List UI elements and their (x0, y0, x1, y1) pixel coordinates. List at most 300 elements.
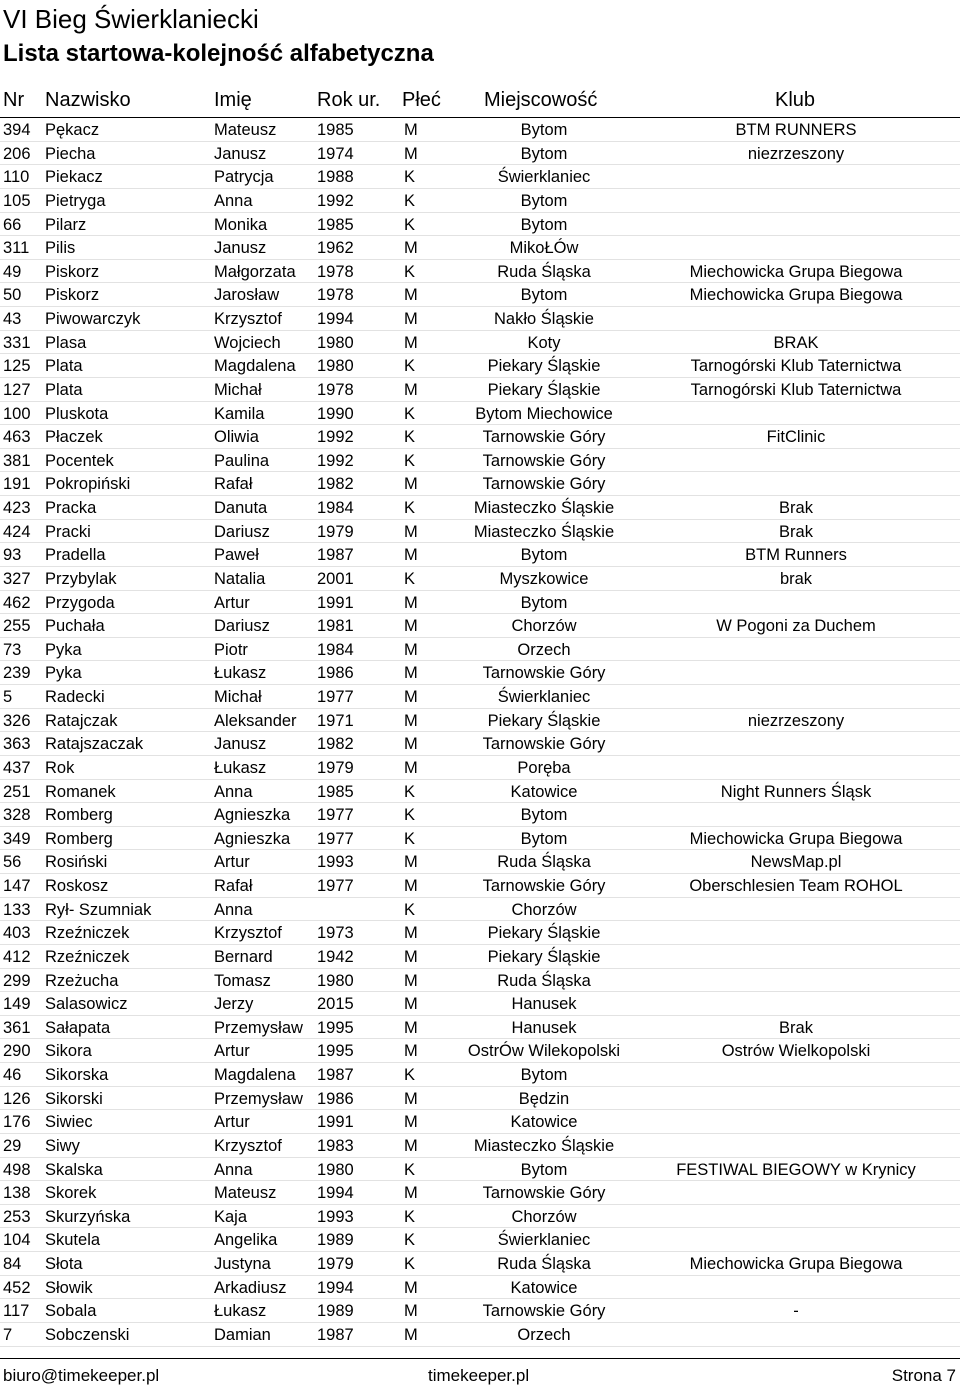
cell-imie: Anna (214, 782, 253, 801)
cell-miejscowosc: Tarnowskie Góry (482, 1302, 606, 1321)
cell-nazwisko: Ratajczak (45, 711, 118, 730)
cell-plec: M (404, 522, 418, 541)
table-row (0, 354, 960, 378)
cell-imie: Krzysztof (214, 310, 282, 328)
cell-miejscowosc: Hanusek (511, 995, 577, 1014)
table-row (0, 1323, 960, 1347)
cell-nazwisko: Sikorski (45, 1089, 103, 1108)
cell-nr: 100 (3, 404, 31, 423)
cell-imie: Łukasz (214, 1302, 267, 1321)
cell-rok-ur: 1987 (317, 1066, 354, 1084)
cell-klub: Tarnogórski Klub Taternictwa (690, 380, 902, 399)
table-row (0, 402, 960, 426)
cell-nazwisko: Słowik (45, 1278, 93, 1297)
cell-rok-ur: 2001 (317, 569, 354, 588)
table-row (0, 827, 960, 851)
cell-nr: 46 (3, 1066, 22, 1084)
table-row (0, 921, 960, 945)
cell-imie: Bernard (214, 947, 273, 966)
cell-nr: 73 (3, 640, 22, 659)
cell-nr: 104 (3, 1231, 31, 1250)
cell-klub: Brak (779, 1018, 813, 1037)
cell-nazwisko: Radecki (45, 688, 105, 706)
cell-imie: Paweł (214, 546, 259, 565)
cell-plec: K (404, 1231, 416, 1250)
table-row (0, 472, 960, 496)
cell-rok-ur: 1990 (317, 404, 354, 423)
cell-nr: 463 (3, 428, 31, 447)
cell-miejscowosc: Orzech (517, 1325, 571, 1344)
cell-plec: K (404, 806, 416, 825)
cell-miejscowosc: Tarnowskie Góry (482, 735, 606, 754)
cell-miejscowosc: Świerklaniec (497, 688, 591, 706)
cell-plec: K (404, 829, 416, 848)
cell-klub: niezrzeszony (747, 711, 845, 730)
cell-nr: 251 (3, 782, 31, 801)
cell-nr: 328 (3, 806, 31, 825)
cell-klub: BTM Runners (745, 546, 847, 565)
cell-imie: Michał (214, 688, 262, 706)
column-header-plec: Płeć (402, 89, 441, 111)
cell-plec: M (404, 1278, 418, 1297)
cell-rok-ur: 1993 (317, 853, 354, 872)
cell-rok-ur: 1974 (317, 144, 354, 163)
cell-miejscowosc: Bytom (520, 1066, 568, 1084)
cell-miejscowosc: Bytom (520, 1160, 568, 1179)
cell-miejscowosc: Bytom (520, 144, 568, 163)
cell-plec: K (404, 191, 416, 210)
cell-rok-ur: 1991 (317, 593, 354, 612)
cell-imie: Kamila (214, 404, 265, 423)
cell-nazwisko: Pilarz (45, 215, 87, 234)
cell-nazwisko: Roskosz (45, 877, 109, 895)
cell-plec: M (404, 1089, 418, 1108)
cell-nazwisko: Piekacz (45, 168, 103, 187)
cell-plec: M (404, 1113, 418, 1132)
cell-rok-ur: 1978 (317, 286, 354, 305)
cell-nr: 7 (3, 1325, 13, 1344)
cell-imie: Michał (214, 380, 262, 399)
cell-plec: M (404, 1018, 418, 1037)
table-row (0, 213, 960, 237)
cell-imie: Artur (214, 853, 250, 872)
cell-rok-ur: 1985 (317, 782, 354, 801)
cell-nazwisko: Rył- Szumniak (45, 900, 152, 919)
cell-miejscowosc: Tarnowskie Góry (482, 664, 606, 683)
cell-imie: Piotr (214, 640, 248, 659)
cell-plec: K (404, 1066, 416, 1084)
cell-miejscowosc: Katowice (510, 1113, 578, 1132)
cell-plec: M (404, 1302, 418, 1321)
cell-miejscowosc: MikoŁÓw (509, 239, 579, 258)
cell-rok-ur: 1988 (317, 168, 354, 187)
table-row (0, 1181, 960, 1205)
cell-nr: 43 (3, 310, 22, 328)
table-row (0, 803, 960, 827)
cell-imie: Janusz (214, 144, 267, 163)
cell-plec: K (404, 1255, 416, 1273)
cell-klub: Tarnogórski Klub Taternictwa (690, 357, 902, 376)
column-header-nr: Nr (3, 89, 25, 111)
table-row (0, 969, 960, 993)
table-row (0, 1252, 960, 1276)
cell-imie: Damian (214, 1325, 271, 1344)
cell-nazwisko: Sikora (45, 1042, 92, 1061)
cell-nazwisko: Sobczenski (45, 1325, 130, 1344)
cell-imie: Krzysztof (214, 924, 282, 943)
cell-imie: Mateusz (214, 121, 277, 139)
table-row (0, 331, 960, 355)
cell-nazwisko: Piecha (45, 144, 96, 163)
cell-klub: Miechowicka Grupa Biegowa (689, 829, 903, 848)
cell-plec: K (404, 1160, 416, 1179)
cell-rok-ur: 1979 (317, 758, 354, 777)
table-row (0, 1016, 960, 1040)
cell-nazwisko: Rzeżucha (45, 971, 119, 990)
cell-nazwisko: Rzeźniczek (45, 924, 130, 943)
cell-nr: 423 (3, 499, 31, 517)
cell-imie: Angelika (214, 1231, 278, 1250)
cell-plec: M (404, 380, 418, 399)
cell-rok-ur: 1982 (317, 475, 354, 494)
cell-klub: niezrzeszony (747, 144, 845, 163)
cell-nazwisko: Piskorz (45, 286, 100, 305)
cell-plec: M (404, 758, 418, 777)
table-row (0, 1063, 960, 1087)
table-row (0, 425, 960, 449)
cell-miejscowosc: Bytom (520, 191, 568, 210)
table-row (0, 992, 960, 1016)
cell-rok-ur: 1992 (317, 428, 354, 447)
table-row (0, 1087, 960, 1111)
cell-miejscowosc: Piekary Śląskie (487, 380, 601, 399)
table-row (0, 898, 960, 922)
cell-rok-ur: 1994 (317, 310, 354, 328)
table-row (0, 685, 960, 709)
cell-rok-ur: 1979 (317, 1255, 354, 1273)
cell-imie: Artur (214, 1042, 250, 1061)
cell-nazwisko: Ratajszaczak (45, 735, 144, 754)
cell-nr: 176 (3, 1113, 31, 1132)
table-row (0, 756, 960, 780)
cell-rok-ur: 1985 (317, 215, 354, 234)
cell-rok-ur: 1980 (317, 357, 354, 376)
cell-nazwisko: Płaczek (45, 428, 103, 447)
cell-nr: 84 (3, 1255, 22, 1273)
cell-rok-ur: 1991 (317, 1113, 354, 1132)
table-row (0, 638, 960, 662)
cell-nazwisko: Pękacz (45, 121, 100, 139)
cell-plec: M (404, 286, 418, 305)
cell-nr: 127 (3, 380, 31, 399)
table-row (0, 283, 960, 307)
cell-imie: Jarosław (214, 286, 280, 305)
cell-nazwisko: Salasowicz (45, 995, 128, 1014)
cell-miejscowosc: Piekary Śląskie (487, 711, 601, 730)
cell-imie: Kaja (214, 1207, 248, 1226)
cell-rok-ur: 1992 (317, 191, 354, 210)
cell-nazwisko: Słota (45, 1255, 83, 1273)
cell-imie: Magdalena (214, 357, 296, 376)
cell-plec: K (404, 1207, 416, 1226)
cell-rok-ur: 1985 (317, 121, 354, 139)
cell-klub: Miechowicka Grupa Biegowa (689, 262, 903, 281)
cell-klub: Oberschlesien Team ROHOL (689, 877, 903, 895)
cell-nr: 239 (3, 664, 31, 683)
page-title: VI Bieg Świerklaniecki (3, 4, 259, 34)
cell-nr: 349 (3, 829, 31, 848)
cell-rok-ur: 1977 (317, 806, 354, 825)
cell-klub: FitClinic (766, 428, 826, 447)
column-header-miejscowosc: Miejscowość (484, 89, 598, 111)
cell-plec: M (404, 995, 418, 1014)
cell-plec: K (404, 357, 416, 376)
table-row (0, 307, 960, 331)
cell-imie: Monika (214, 215, 268, 234)
cell-rok-ur: 1971 (317, 711, 354, 730)
cell-nazwisko: Skurzyńska (45, 1207, 131, 1226)
cell-rok-ur: 1989 (317, 1302, 354, 1321)
column-header-imie: Imię (214, 89, 252, 111)
cell-klub: Brak (779, 522, 813, 541)
cell-imie: Natalia (214, 569, 266, 588)
cell-rok-ur: 1989 (317, 1231, 354, 1250)
cell-nazwisko: Plasa (45, 333, 87, 352)
cell-imie: Anna (214, 900, 253, 919)
table-row (0, 543, 960, 567)
page-subtitle: Lista startowa-kolejność alfabetyczna (3, 40, 434, 67)
cell-klub: FESTIWAL BIEGOWY w Krynicy (676, 1160, 916, 1179)
cell-rok-ur: 1979 (317, 522, 354, 541)
cell-rok-ur: 1994 (317, 1278, 354, 1297)
table-row (0, 142, 960, 166)
cell-miejscowosc: Tarnowskie Góry (482, 1184, 606, 1203)
cell-rok-ur: 1992 (317, 451, 354, 470)
table-row (0, 378, 960, 402)
cell-rok-ur: 1986 (317, 1089, 354, 1108)
cell-nazwisko: Pradella (45, 546, 106, 565)
cell-klub: Night Runners Śląsk (720, 782, 872, 801)
cell-rok-ur: 1980 (317, 333, 354, 352)
cell-nr: 412 (3, 947, 31, 966)
cell-miejscowosc: Tarnowskie Góry (482, 475, 606, 494)
cell-nr: 50 (3, 286, 22, 305)
cell-nazwisko: Przygoda (45, 593, 115, 612)
cell-nr: 206 (3, 144, 31, 163)
cell-imie: Arkadiusz (214, 1278, 287, 1297)
column-header-klub: Klub (775, 89, 816, 111)
cell-nr: 424 (3, 522, 31, 541)
cell-miejscowosc: Ruda Śląska (497, 971, 591, 990)
cell-imie: Jerzy (214, 995, 254, 1014)
cell-miejscowosc: Nakło Śląskie (494, 310, 594, 328)
cell-rok-ur: 1993 (317, 1207, 354, 1226)
page-footer (0, 1360, 960, 1392)
cell-plec: M (404, 664, 418, 683)
cell-nazwisko: Piskorz (45, 262, 100, 281)
cell-rok-ur: 1995 (317, 1042, 354, 1061)
cell-plec: M (404, 924, 418, 943)
cell-imie: Oliwia (214, 428, 259, 447)
cell-rok-ur: 1942 (317, 947, 354, 966)
table-header (0, 86, 960, 116)
cell-nr: 381 (3, 451, 31, 470)
cell-rok-ur: 1994 (317, 1184, 354, 1203)
cell-nr: 147 (3, 877, 31, 895)
footer-email: biuro@timekeeper.pl (3, 1366, 160, 1385)
cell-nr: 93 (3, 546, 22, 565)
table-row (0, 1205, 960, 1229)
table-row (0, 496, 960, 520)
cell-miejscowosc: Tarnowskie Góry (482, 451, 606, 470)
cell-plec: M (404, 593, 418, 612)
cell-nr: 110 (3, 168, 30, 187)
table-row (0, 732, 960, 756)
table-row (0, 850, 960, 874)
cell-nazwisko: Pokropiński (45, 475, 131, 494)
cell-plec: K (404, 404, 416, 423)
cell-imie: Łukasz (214, 664, 267, 683)
cell-imie: Rafał (214, 877, 253, 895)
cell-nazwisko: Pracki (45, 522, 91, 541)
cell-plec: M (404, 121, 418, 139)
cell-imie: Wojciech (214, 333, 281, 352)
cell-nr: 311 (3, 239, 30, 258)
cell-imie: Agnieszka (214, 829, 291, 848)
cell-miejscowosc: Orzech (517, 640, 571, 659)
cell-nazwisko: Skalska (45, 1160, 103, 1179)
cell-imie: Rafał (214, 475, 253, 494)
cell-miejscowosc: Miasteczko Śląskie (473, 1136, 615, 1155)
cell-imie: Aleksander (214, 711, 297, 730)
cell-miejscowosc: Tarnowskie Góry (482, 877, 606, 895)
cell-nr: 363 (3, 735, 31, 754)
table-row (0, 449, 960, 473)
cell-imie: Krzysztof (214, 1136, 282, 1155)
cell-miejscowosc: Bytom (520, 546, 568, 565)
cell-imie: Magdalena (214, 1066, 296, 1084)
cell-nr: 255 (3, 617, 31, 636)
cell-plec: M (404, 735, 418, 754)
start-list-table (0, 118, 960, 1347)
cell-rok-ur: 1984 (317, 499, 354, 517)
cell-nr: 462 (3, 593, 31, 612)
cell-nazwisko: Plata (45, 380, 83, 399)
cell-plec: M (404, 144, 418, 163)
table-row (0, 1158, 960, 1182)
cell-plec: K (404, 168, 416, 187)
table-row (0, 591, 960, 615)
cell-rok-ur: 1981 (317, 617, 354, 636)
cell-imie: Danuta (214, 499, 268, 517)
table-row (0, 661, 960, 685)
cell-nazwisko: Pyka (45, 664, 82, 683)
table-row (0, 614, 960, 638)
cell-miejscowosc: Bytom (520, 829, 568, 848)
cell-miejscowosc: Katowice (510, 782, 578, 801)
column-header-nazwisko: Nazwisko (45, 89, 131, 111)
cell-nr: 49 (3, 262, 22, 281)
table-row (0, 1228, 960, 1252)
cell-plec: K (404, 215, 416, 234)
cell-rok-ur: 1980 (317, 971, 354, 990)
cell-imie: Justyna (214, 1255, 271, 1273)
cell-plec: K (404, 428, 416, 447)
cell-miejscowosc: Bytom Miechowice (475, 404, 613, 423)
cell-nr: 138 (3, 1184, 31, 1203)
cell-miejscowosc: Chorzów (511, 617, 577, 636)
cell-miejscowosc: Hanusek (511, 1018, 577, 1037)
table-row (0, 567, 960, 591)
cell-nazwisko: Pyka (45, 640, 82, 659)
cell-nr: 56 (3, 853, 22, 872)
table-row (0, 1134, 960, 1158)
cell-imie: Agnieszka (214, 806, 291, 825)
cell-nazwisko: Pietryga (45, 191, 106, 210)
cell-nr: 361 (3, 1018, 31, 1037)
cell-plec: M (404, 333, 418, 352)
cell-imie: Łukasz (214, 758, 267, 777)
cell-miejscowosc: Bytom (520, 121, 568, 139)
cell-nazwisko: Siwiec (45, 1113, 93, 1132)
table-row (0, 165, 960, 189)
cell-rok-ur: 1983 (317, 1136, 354, 1155)
cell-miejscowosc: Bytom (520, 806, 568, 825)
cell-nr: 437 (3, 758, 31, 777)
cell-nr: 66 (3, 215, 22, 234)
table-row (0, 945, 960, 969)
cell-nazwisko: Rok (45, 758, 75, 777)
cell-miejscowosc: Piekary Śląskie (487, 357, 601, 376)
cell-rok-ur: 1973 (317, 924, 354, 943)
cell-plec: M (404, 239, 418, 258)
cell-nr: 133 (3, 900, 31, 919)
cell-plec: K (404, 782, 416, 801)
cell-miejscowosc: Miasteczko Śląskie (473, 522, 615, 541)
cell-nazwisko: Skorek (45, 1184, 97, 1203)
cell-rok-ur: 1978 (317, 380, 354, 399)
cell-plec: M (404, 546, 418, 565)
cell-miejscowosc: Świerklaniec (497, 168, 591, 187)
cell-nr: 394 (3, 121, 31, 139)
cell-plec: M (404, 971, 418, 990)
cell-plec: M (404, 947, 418, 966)
table-row (0, 118, 960, 142)
cell-imie: Artur (214, 1113, 250, 1132)
cell-rok-ur: 1962 (317, 239, 354, 258)
cell-nazwisko: Puchała (45, 617, 105, 636)
cell-plec: M (404, 1325, 418, 1344)
cell-klub: Miechowicka Grupa Biegowa (689, 286, 903, 305)
cell-miejscowosc: Chorzów (511, 1207, 577, 1226)
cell-nazwisko: Sikorska (45, 1066, 109, 1084)
cell-nr: 452 (3, 1278, 31, 1297)
cell-nazwisko: Plata (45, 357, 83, 376)
cell-miejscowosc: Ruda Śląska (497, 853, 591, 872)
cell-imie: Patrycja (214, 168, 274, 187)
cell-plec: K (404, 900, 416, 919)
cell-plec: M (404, 617, 418, 636)
cell-klub: NewsMap.pl (750, 853, 842, 872)
column-header-rok: Rok ur. (317, 89, 381, 111)
cell-klub: W Pogoni za Duchem (716, 617, 876, 636)
cell-klub: BTM RUNNERS (735, 121, 857, 139)
cell-miejscowosc: Ruda Śląska (497, 262, 591, 281)
cell-nazwisko: Pilis (45, 239, 76, 258)
cell-miejscowosc: Świerklaniec (497, 1231, 591, 1250)
cell-nazwisko: Rosiński (45, 853, 108, 872)
cell-nr: 125 (3, 357, 31, 376)
